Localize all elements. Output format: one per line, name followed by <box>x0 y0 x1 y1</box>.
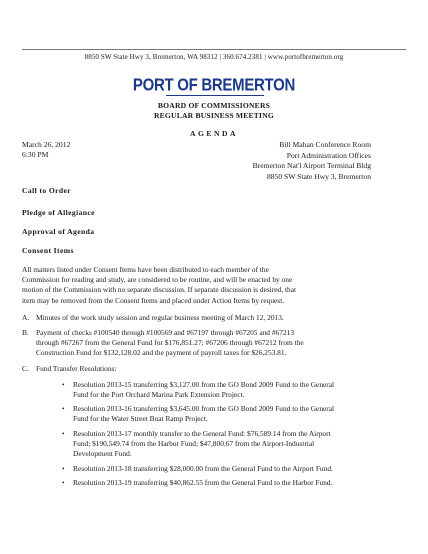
consent-intro-paragraph <box>22 265 382 306</box>
item-text <box>36 313 382 323</box>
meeting-datetime <box>22 140 70 160</box>
bullet-icon: • <box>62 478 65 487</box>
logo-text: PORT OF BREMERTON <box>132 75 296 96</box>
paragraph-line: item may be removed from the Consent Items and placed under Action Items by request. <box>22 295 285 305</box>
section-call-to-order: Call to Order <box>22 186 72 195</box>
resolution-line: Resolution 2013-17 monthly transfer to the General Fund: $76,589.14 from the Airport <box>73 429 331 438</box>
board-title: BOARD OF COMMISSIONERS <box>157 101 271 110</box>
header-address: 8850 SW State Hwy 3, Bremerton, WA 98312 | 360.674.2381 | www.portofbremerton.org <box>84 53 344 61</box>
item-line: Construction Fund for $132,128.02 and the payment of payroll taxes for $26,253.81. <box>36 348 287 358</box>
item-line: Fund Transfer Resolutions: <box>36 364 117 373</box>
resolution-line: Resolution 2013-19 transferring $40,862.55 from the General Fund to the Harbor Fund. <box>73 478 333 487</box>
section-consent-items: Consent Items <box>22 246 74 255</box>
paragraph-line: motion of the Commission with no separate discussion. If separate discussion is desired, that <box>22 285 297 295</box>
item-letter: C. <box>22 364 29 373</box>
item-letter: B. <box>22 328 29 337</box>
resolution-text <box>73 429 382 460</box>
resolution-text <box>73 464 382 474</box>
item-line: Minutes of the work study session and regular business meeting of March 12, 2013. <box>36 313 284 322</box>
resolution-text <box>73 478 382 488</box>
bullet-icon: • <box>62 464 65 473</box>
resolution-text <box>73 404 382 424</box>
meeting-location <box>253 140 371 182</box>
item-line: through #67267 from the General Fund for $176,851.27; #67206 through #67212 from the <box>36 338 304 348</box>
section-pledge: Pledge of Allegiance <box>22 208 95 217</box>
agenda-heading: AGENDA <box>190 129 238 138</box>
resolution-line: Fund; $190,549.74 from the Harbor Fund; $47,800.67 from the Airport-Industrial <box>73 439 315 449</box>
item-line: Payment of checks #100540 through #100569 and #67197 through #67205 and #67213 <box>36 328 295 337</box>
bullet-icon: • <box>62 404 65 413</box>
port-logo <box>0 77 428 95</box>
resolution-text <box>73 380 382 400</box>
resolution-line: Resolution 2013-15 transferring $3,127.00 from the GO Bond 2009 Fund to the General <box>73 380 335 389</box>
location-line: Bremerton Nat'l Airport Terminal Bldg <box>252 161 371 170</box>
item-text <box>36 364 382 374</box>
bullet-icon: • <box>62 380 65 389</box>
location-line: Port Administration Offices <box>286 150 371 160</box>
header-divider <box>22 49 406 50</box>
resolution-line: Fund for the Port Orchard Marina Park Extension Project. <box>73 390 245 400</box>
location-line: 8850 SW State Hwy 3, Bremerton <box>266 171 371 181</box>
paragraph-line: All matters listed under Consent Items have been distributed to each member of the <box>22 265 269 274</box>
paragraph-line: Commission for reading and study, are considered to be routine, and will be enacted by one <box>22 275 293 285</box>
meeting-title: REGULAR BUSINESS MEETING <box>153 111 274 120</box>
resolution-line: Resolution 2013-16 transferring $3,645.00 from the GO Bond 2009 Fund to the General <box>73 404 335 413</box>
item-letter: A. <box>22 313 30 322</box>
resolution-line: Resolution 2013-18 transferring $28,000.00 from the General Fund to the Airport Fund. <box>73 464 333 473</box>
meeting-time: 6:30 PM <box>22 150 49 159</box>
section-approval: Approval of Agenda <box>22 227 95 236</box>
item-text <box>36 328 382 359</box>
resolution-line: Development Fund. <box>73 449 132 459</box>
location-line: Bill Mahan Conference Room <box>279 140 371 149</box>
meeting-date: March 26, 2012 <box>22 140 71 149</box>
logo-underline <box>166 95 264 96</box>
bullet-icon: • <box>62 429 65 438</box>
resolution-line: Fund for the Water Street Boat Ramp Project. <box>73 414 208 424</box>
